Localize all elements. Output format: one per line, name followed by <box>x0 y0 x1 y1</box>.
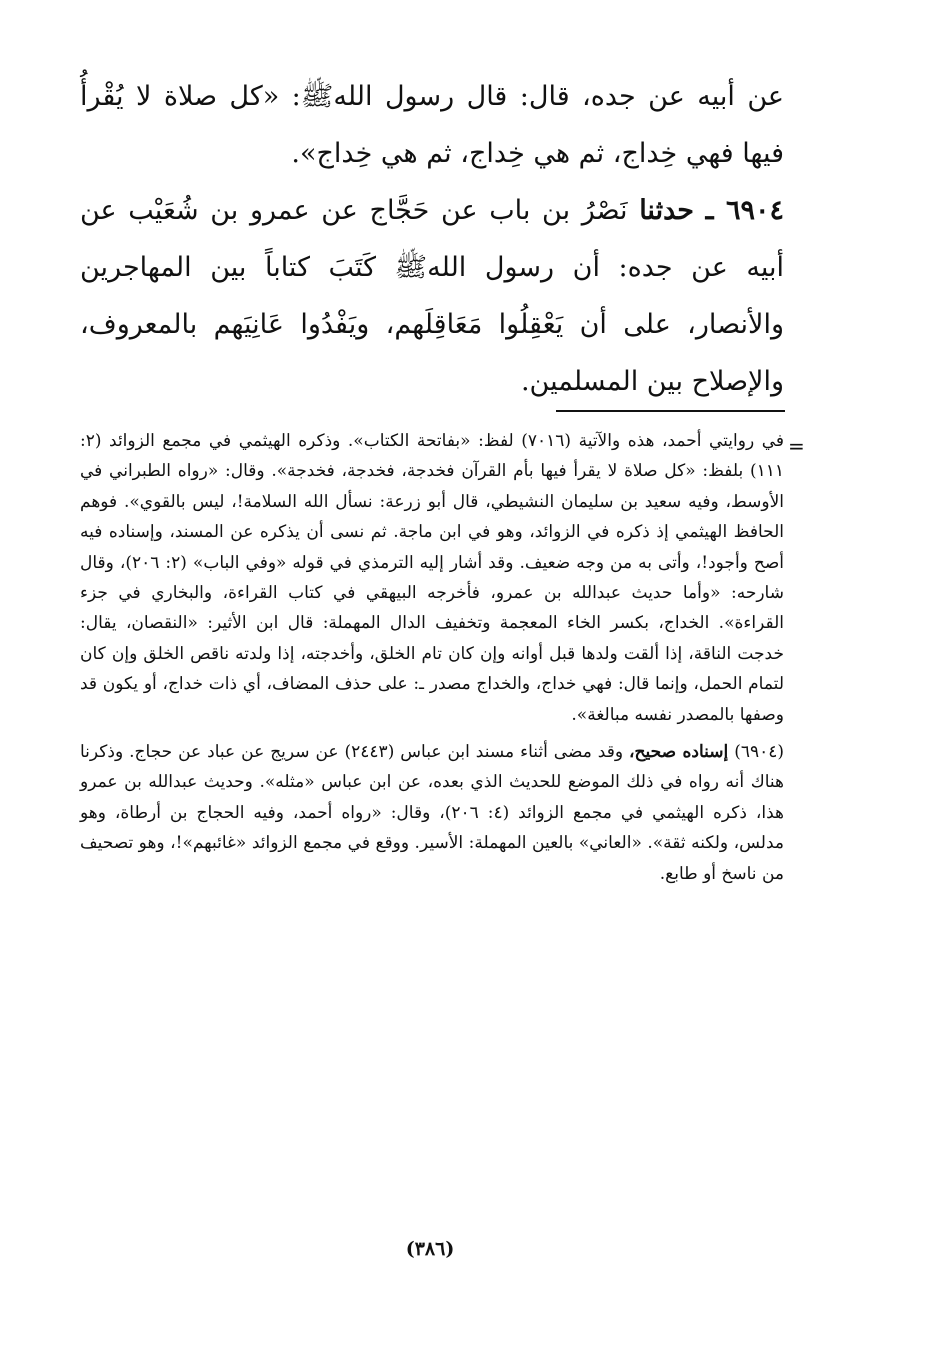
footnote-2-lead: إسناده صحيح، <box>629 742 729 763</box>
footnotes <box>80 426 784 889</box>
main-paragraph-1: عن أبيه عن جده، قال: قال رسول اللهﷺ: «كل صلاة لا يُقْرأُ فيها فهي خِداج، ثم هي خِداج، ثم هي خِداج». <box>80 81 784 169</box>
hadith-lead: حدثنا <box>639 195 694 226</box>
continuation-marker: = <box>788 434 805 458</box>
hadith-text: نَصْرُ بن باب عن حَجَّاج عن عمرو بن شُعَيْب عن أبيه عن جده: أن رسول اللهﷺ كَتَبَ كتاباً بين المهاجرين والأنصار، على أن يَعْقِلُوا مَعَاقِلَهم، ويَفْدُوا عَانِيَهم بالمعروف، والإصلاح بين المسلمين. <box>80 195 784 397</box>
hadith-number: ٦٩٠٤ ـ <box>705 195 784 226</box>
main-paragraph-2 <box>80 182 784 410</box>
footnote-2-number: (٦٩٠٤) <box>734 742 785 763</box>
page-number: (٣٨٦) <box>405 1238 455 1260</box>
footnote-2-text: وقد مضى أثناء مسند ابن عباس (٢٤٤٣) عن سريج عن عباد عن حجاج. وذكرنا هناك أنه رواه في ذلك الموضع للحديث الذي بعده، عن ابن عباس «مثله». وحديث عبدالله بن عمرو هذا، ذكره الهيثمي في مجمع الزوائد (٤: ٢٠٦)، وقال: «رواه أحمد، وفيه الحجاج بن أرطاة، وهو مدلس، ولكنه ثقة». «العاني» بالعين المهملة: الأسير. ووقع في مجمع الزوائد «غائبهم»!، وهو تصحيف من ناسخ أو طابع. <box>80 742 784 884</box>
main-text <box>80 68 784 410</box>
footnote-separator <box>556 410 785 412</box>
footnote-1: في روايتي أحمد، هذه والآتية (٧٠١٦) لفظ: «بفاتحة الكتاب». وذكره الهيثمي في مجمع الزوائد (٢: ١١١) بلفظ: «كل صلاة لا يقرأ فيها بأم القرآن فخدجة، فخدجة، فخدجة». وقال: «رواه الطبراني في الأوسط، وفيه سعيد بن سليمان النشيطي، قال أبو زرعة: نسأل الله السلامة!، ليس بالقوي». فوهم الحافظ الهيثمي إذ ذكره في الزوائد، وهو في ابن ماجة. ثم نسى أن يذكره عن المسند، وإسناده فيه أصح وأجود!، وأتى به من وجه ضعيف. وقد أشار إليه الترمذي في قوله «وفي الباب» (٢: ٢٠٦)، وقال شارحه: «وأما حديث عبدالله بن عمرو، فأخرجه البيهقي في كتاب القراءة، والبخاري في جزء القراءة». الخداج، بكسر الخاء المعجمة وتخفيف الدال المهملة: قال ابن الأثير: «النقصان، يقال: خدجت الناقة، إذا ألقت ولدها قبل أوانه وإن كان تام الخلق، وأخدجته، إذا ولدته ناقص الخلق وإن كان لتمام الحمل، وإنما قال: فهي خداج، والخداج مصدر ـ: على حذف المضاف، أي ذات خداج، أو يكون قد وصفها بالمصدر نفسه مبالغة». <box>80 431 785 725</box>
footnote-2 <box>80 737 784 889</box>
